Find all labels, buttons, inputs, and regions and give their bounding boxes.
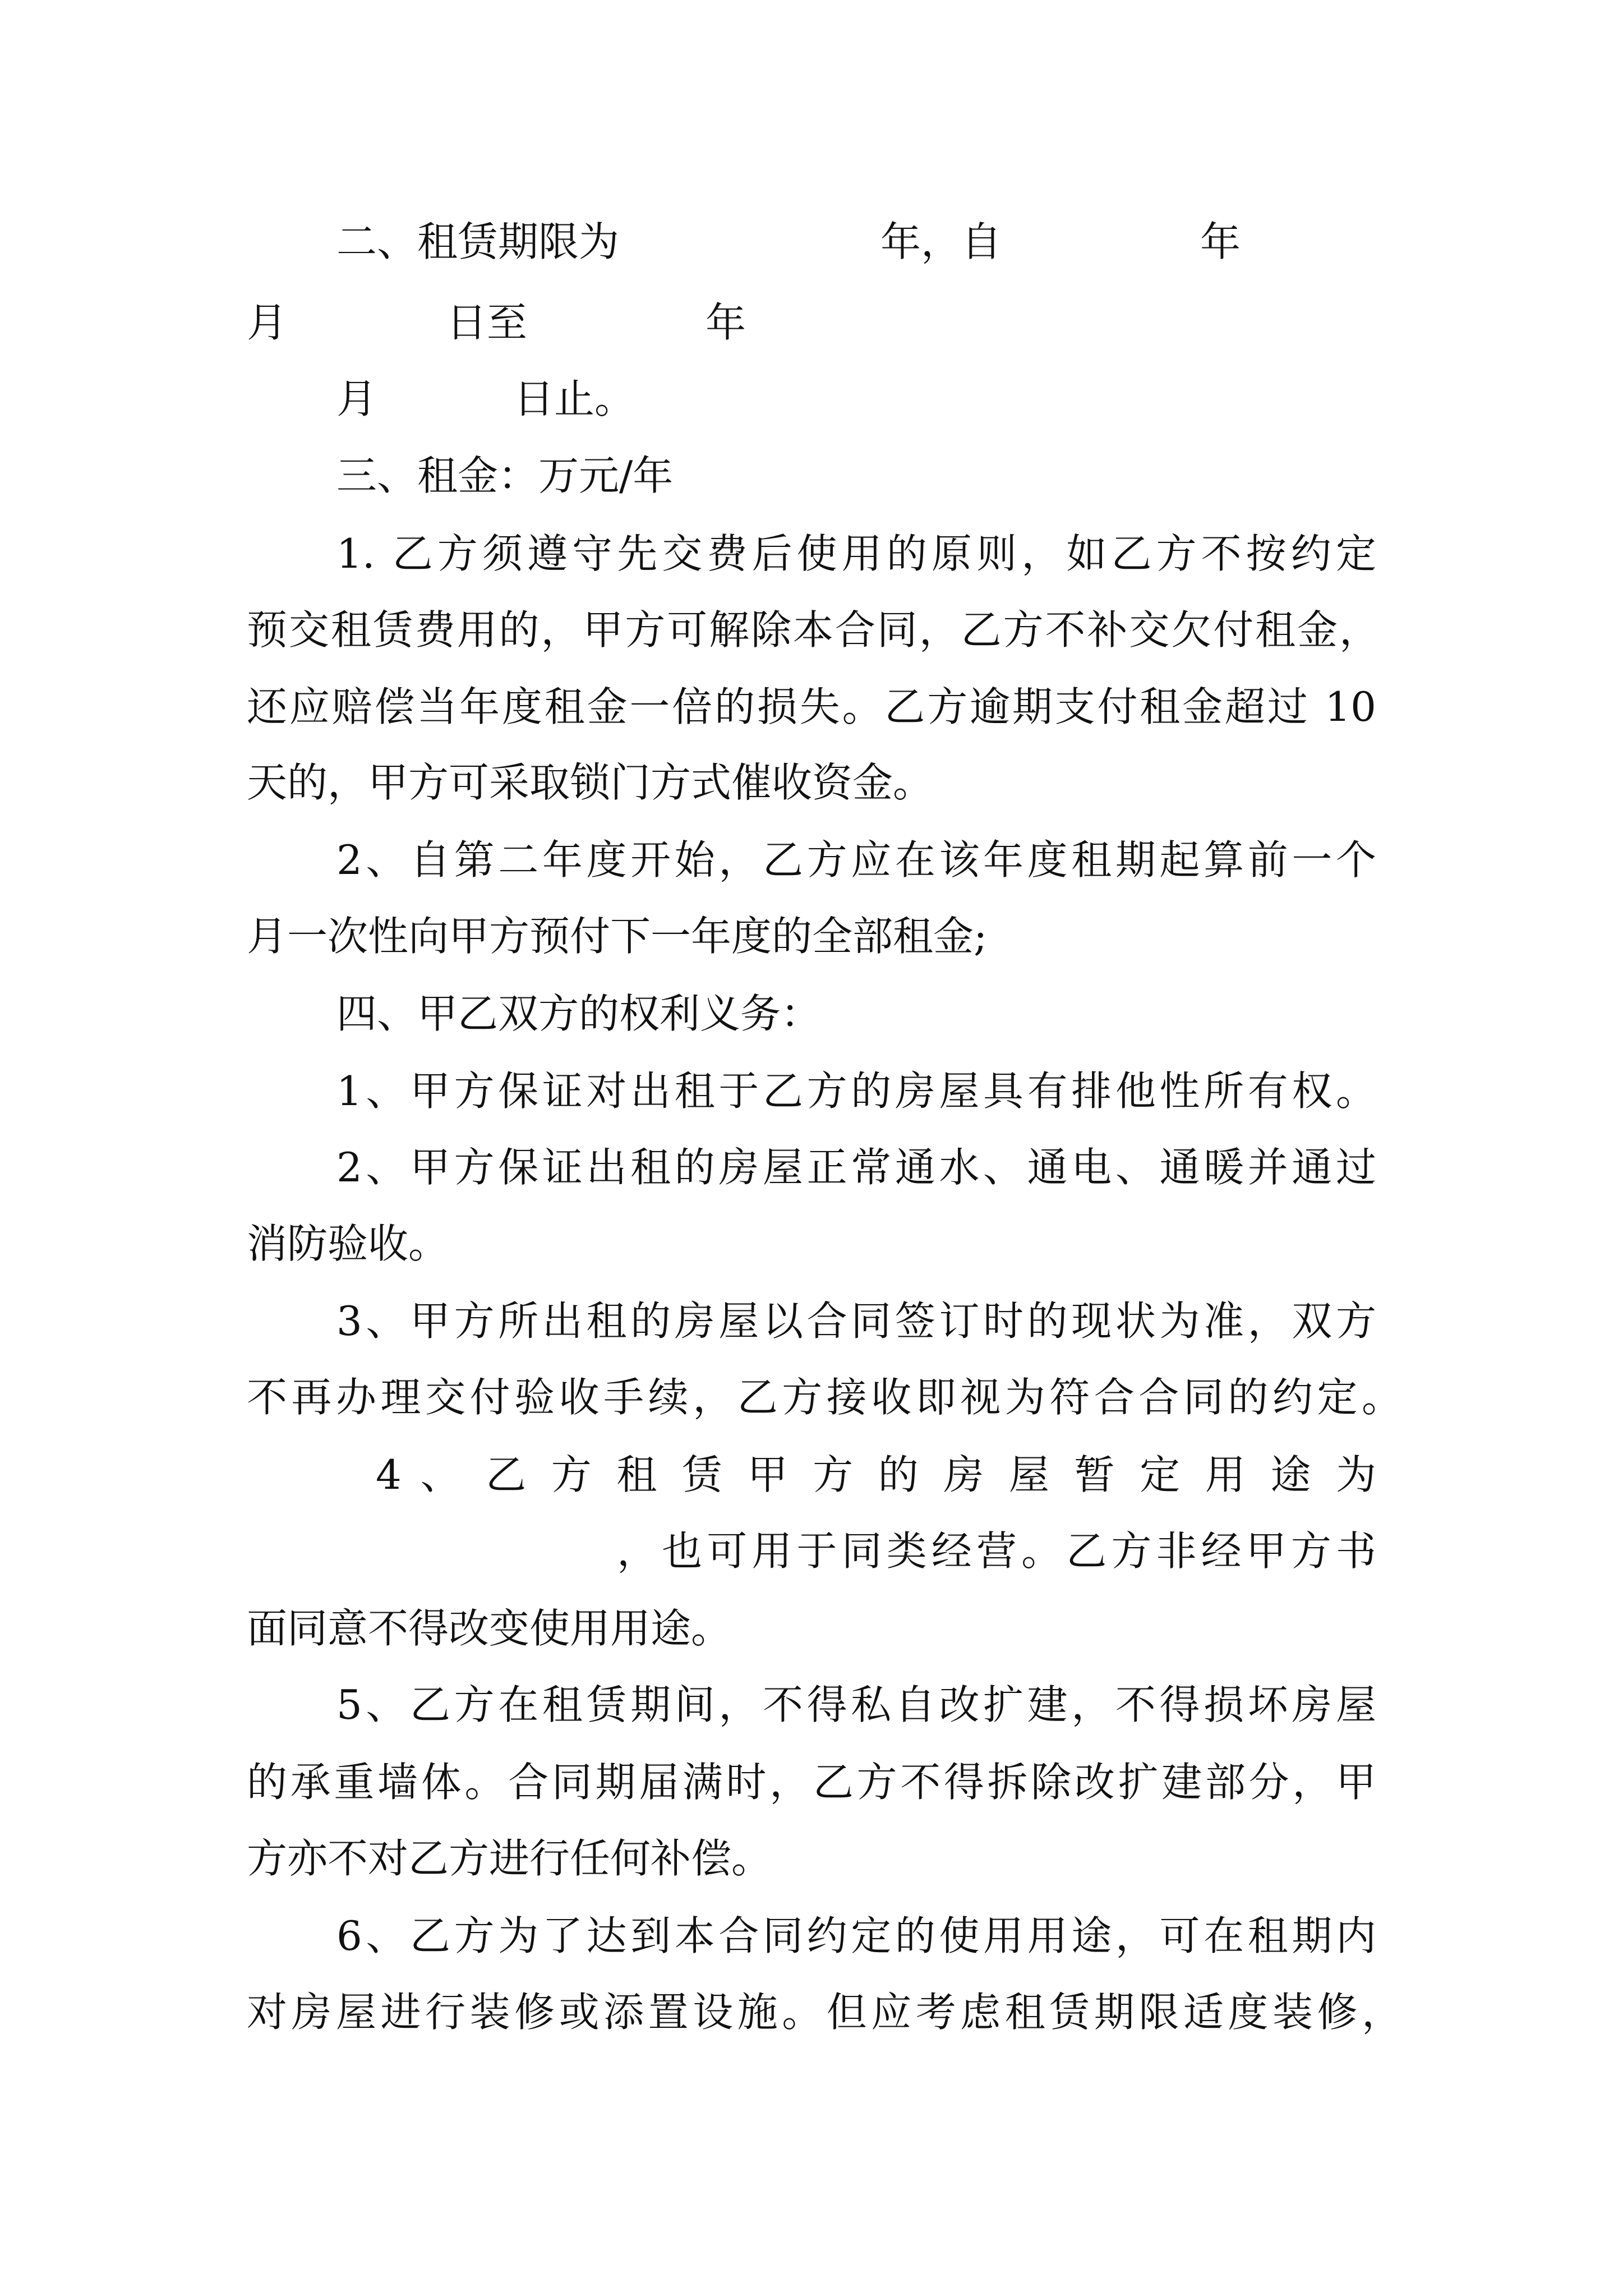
lease-start-month-label: 月 bbox=[247, 299, 288, 346]
rights-clause-4-line-1: 4 、 乙 方 租 赁 甲 方 的 房 屋 暂 定 用 途 为 bbox=[376, 1451, 1376, 1498]
lease-end-label: 日至 bbox=[446, 299, 528, 346]
rights-clause-6-line-2: 对房屋进行装修或添置设施。但应考虑租赁期限适度装修， bbox=[247, 1989, 1402, 2036]
lease-start-label: 年，自 bbox=[880, 218, 1002, 265]
rent-clause-1-line-1: 1. 乙方须遵守先交费后使用的原则，如乙方不按约定 bbox=[336, 530, 1376, 577]
rights-clause-3-line-2: 不再办理交付验收手续，乙方接收即视为符合合同的约定。 bbox=[247, 1374, 1402, 1421]
rights-clause-5-line-2: 的承重墙体。合同期届满时，乙方不得拆除改扩建部分，甲 bbox=[247, 1759, 1376, 1806]
rent-clause-1-line-4: 天的，甲方可采取锁门方式催收资金。 bbox=[247, 759, 934, 806]
section-heading-rent: 三、租金：万元/年 bbox=[336, 452, 674, 499]
rent-clause-2-line-1: 2、自第二年度开始，乙方应在该年度租期起算前一个 bbox=[336, 836, 1376, 884]
lease-end-year-label: 年 bbox=[706, 299, 746, 346]
rights-clause-4-line-3: 面同意不得改变使用用途。 bbox=[247, 1605, 732, 1652]
rent-clause-1-line-3: 还应赔偿当年度租金一倍的损失。乙方逾期支付租金超过 10 bbox=[247, 683, 1376, 730]
lease-term-label: 二、租赁期限为 bbox=[336, 218, 620, 265]
rights-clause-1: 1、甲方保证对出租于乙方的房屋具有排他性所有权。 bbox=[336, 1068, 1376, 1115]
lease-end-day-label: 日止。 bbox=[514, 375, 635, 422]
section-heading-rights-obligations: 四、甲乙双方的权利义务： bbox=[336, 990, 822, 1037]
rights-clause-4-line-2: ，也可用于同类经营。乙方非经甲方书 bbox=[617, 1527, 1376, 1575]
rights-clause-2-line-1: 2、甲方保证出租的房屋正常通水、通电、通暖并通过 bbox=[336, 1144, 1376, 1191]
rights-clause-5-line-1: 5、乙方在租赁期间，不得私自改扩建，不得损坏房屋 bbox=[336, 1681, 1376, 1728]
rights-clause-5-line-3: 方亦不对乙方进行任何补偿。 bbox=[247, 1835, 772, 1882]
rent-clause-2-line-2: 月一次性向甲方预付下一年度的全部租金; bbox=[247, 913, 988, 960]
lease-start-year-label: 年 bbox=[1200, 218, 1241, 265]
rights-clause-6-line-1: 6、乙方为了达到本合同约定的使用用途，可在租期内 bbox=[336, 1912, 1376, 1959]
rent-clause-1-line-2: 预交租赁费用的，甲方可解除本合同，乙方不补交欠付租金， bbox=[247, 606, 1380, 654]
rights-clause-3-line-1: 3、甲方所出租的房屋以合同签订时的现状为准，双方 bbox=[336, 1297, 1376, 1345]
rights-clause-2-line-2: 消防验收。 bbox=[247, 1220, 449, 1267]
lease-end-month-label: 月 bbox=[336, 375, 377, 422]
